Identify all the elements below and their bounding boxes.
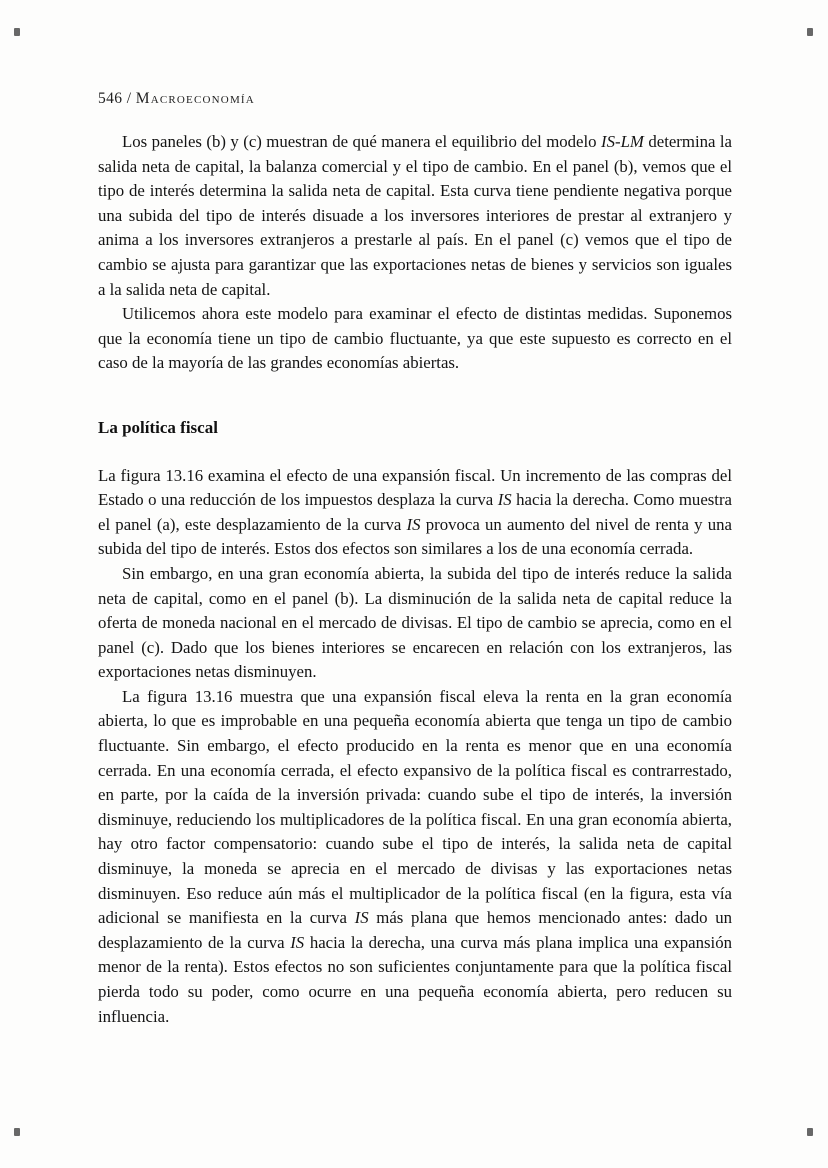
running-title: Macroeconomía <box>135 90 255 107</box>
scan-mark-top-right <box>807 28 813 36</box>
paragraph: La figura 13.16 muestra que una expansión fiscal eleva la renta en la gran economía abierta, lo que es improbable en una pequeña economía abierta que tenga un tipo de cambio fluctuante. Sin embargo, el efecto producido en la renta es menor que en una economía cerrada. En una economía cerrada, el efecto expansivo de la política fiscal es contrarrestado, en parte, por la caída de la inversión privada: cuando sube el tipo de interés, la inversión disminuye, reduciendo los multiplicadores de la política fiscal. En una gran economía abierta, hay otro factor compensatorio: cuando sube el tipo de interés, la salida neta de capital disminuye, la moneda se aprecia en el mercado de divisas y las exportaciones netas disminuyen. Eso reduce aún más el multiplicador de la política fiscal (en la figura, esta vía adicional se manifiesta en la curva IS más plana que hemos mencionado antes: dado un desplazamiento de la curva IS hacia la derecha, una curva más plana implica una expansión menor de la renta). Estos efectos no son suficientes conjuntamente para que la política fiscal pierda todo su poder, como ocurre en una pequeña economía abierta, pero reducen su influencia. <box>98 686 732 1026</box>
page-header <box>98 90 255 108</box>
scan-mark-top-left <box>14 28 20 36</box>
scan-mark-bottom-right <box>807 1128 813 1136</box>
paragraph: Utilicemos ahora este modelo para examinar el efecto de distintas medidas. Suponemos que la economía tiene un tipo de cambio fluctuante, ya que este supuesto es correcto en el caso de la mayoría de las grandes economías abiertas. <box>98 304 732 373</box>
text-column <box>98 130 732 1029</box>
scan-mark-bottom-left <box>14 1128 20 1136</box>
section-heading: La política fiscal <box>98 417 218 437</box>
paragraph: Los paneles (b) y (c) muestran de qué manera el equilibrio del modelo IS-LM determina la salida neta de capital, la balanza comercial y el tipo de cambio. En el panel (b), vemos que el tipo de interés determina la salida neta de capital. Esta curva tiene pendiente negativa porque una subida del tipo de interés disuade a los inversores interiores de prestar al extranjero y anima a los inversores extranjeros a prestarle al país. En el panel (c) vemos que el tipo de cambio se ajusta para garantizar que las exportaciones netas de bienes y servicios son iguales a la salida neta de capital. <box>98 132 732 299</box>
page-number: 546 <box>98 90 123 107</box>
header-separator: / <box>122 90 136 107</box>
paragraph: La figura 13.16 examina el efecto de una expansión fiscal. Un incremento de las compras del Estado o una reducción de los impuestos desplaza la curva IS hacia la derecha. Como muestra el panel (a), este desplazamiento de la curva IS provoca un aumento del nivel de renta y una subida del tipo de interés. Estos dos efectos son similares a los de una economía cerrada. <box>98 465 732 559</box>
paragraph: Sin embargo, en una gran economía abierta, la subida del tipo de interés reduce la salida neta de capital, como en el panel (b). La disminución de la salida neta de capital reduce la oferta de moneda nacional en el mercado de divisas. El tipo de cambio se aprecia, como en el panel (c). Dado que los bienes interiores se encarecen en relación con los extranjeros, las exportaciones netas disminuyen. <box>98 563 732 682</box>
